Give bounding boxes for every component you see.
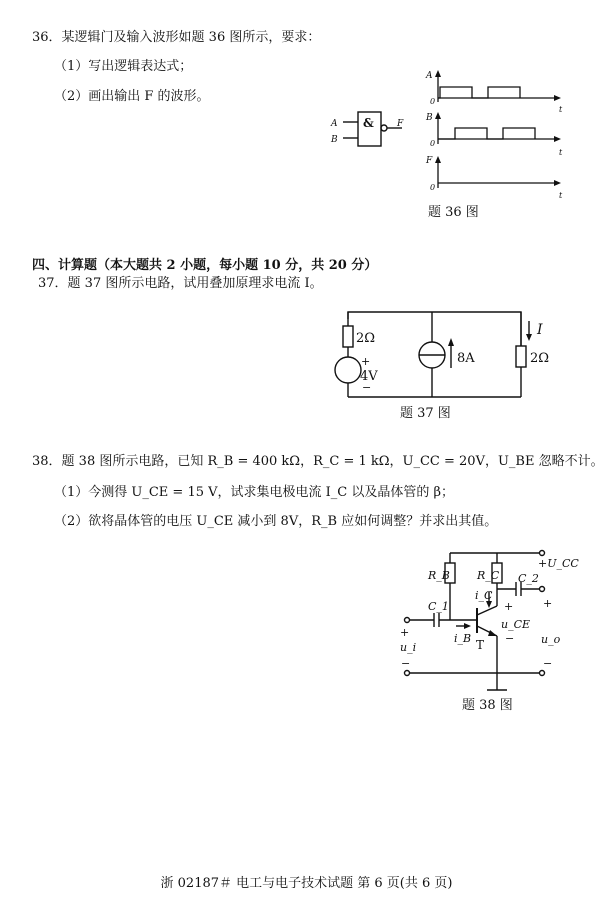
page-footer: 浙 02187＃ 电工与电子技术试题 第 6 页(共 6 页) xyxy=(160,876,453,891)
current-source-label: 8A xyxy=(457,351,475,366)
vsource-value: 4V xyxy=(360,369,378,384)
left-resistor-label: 2Ω xyxy=(356,331,376,346)
uo-label: u_o xyxy=(541,633,561,646)
q36-stem: 36．某逻辑门及输入波形如题 36 图所示，要求： xyxy=(32,30,321,45)
q37-caption: 题 37 图 xyxy=(400,406,451,421)
q36-item-1: （1）写出逻辑表达式； xyxy=(54,59,193,74)
gate-symbol: & xyxy=(363,116,374,130)
ucc-label: +U_CC xyxy=(538,557,579,570)
uo-minus: − xyxy=(543,657,553,670)
wave-a-origin: 0 xyxy=(430,97,436,106)
section-4-heading: 四、计算题（本大题共 2 小题，每小题 10 分，共 20 分） xyxy=(32,258,378,273)
q36-item-2: （2）画出输出 F 的波形。 xyxy=(54,89,210,104)
right-resistor-label: 2Ω xyxy=(530,351,550,366)
gate-input-a: A xyxy=(331,119,338,129)
wave-f-t: t xyxy=(559,191,563,200)
uce-label: u_CE xyxy=(501,618,531,631)
ic-label: i_C xyxy=(475,589,493,602)
q38-item-2: （2）欲将晶体管的电压 U_CE 减小到 8V，R_B 应如何调整？并求出其值。 xyxy=(54,514,498,529)
c2-label: C_2 xyxy=(518,572,539,585)
uce-minus: − xyxy=(505,632,515,645)
uce-plus: + xyxy=(504,600,514,613)
rb-label: R_B xyxy=(428,569,450,582)
wave-a-label: A xyxy=(426,71,433,81)
transistor-label: T xyxy=(476,638,485,652)
rc-label: R_C xyxy=(477,569,500,582)
wave-b-label: B xyxy=(426,113,433,123)
gate-input-b: B xyxy=(331,135,338,145)
vsource-plus: + xyxy=(361,355,371,368)
current-i-label: I xyxy=(537,322,543,338)
wave-f-label: F xyxy=(426,156,433,166)
wave-f-origin: 0 xyxy=(430,183,436,192)
uo-plus: + xyxy=(543,597,553,610)
q38-item-1: （1）今测得 U_CE = 15 V，试求集电极电流 I_C 以及晶体管的 β； xyxy=(54,485,455,500)
ui-plus: + xyxy=(400,626,410,639)
ui-label: u_i xyxy=(400,641,417,654)
c1-label: C_1 xyxy=(428,600,449,613)
vsource-minus: − xyxy=(362,381,372,394)
q36-caption: 题 36 图 xyxy=(428,205,479,220)
ui-minus: − xyxy=(401,657,411,670)
wave-b-t: t xyxy=(559,148,563,157)
q38-caption: 题 38 图 xyxy=(462,698,513,713)
wave-b-origin: 0 xyxy=(430,139,436,148)
gate-output-f: F xyxy=(397,119,404,129)
q37-stem: 37．题 37 图所示电路，试用叠加原理求电流 I。 xyxy=(38,276,323,291)
ib-label: i_B xyxy=(454,632,472,645)
q38-stem: 38．题 38 图所示电路，已知 R_B = 400 kΩ，R_C = 1 kΩ，U_CC = 20V，U_BE 忽略不计。 xyxy=(32,454,604,469)
wave-a-t: t xyxy=(559,105,563,114)
